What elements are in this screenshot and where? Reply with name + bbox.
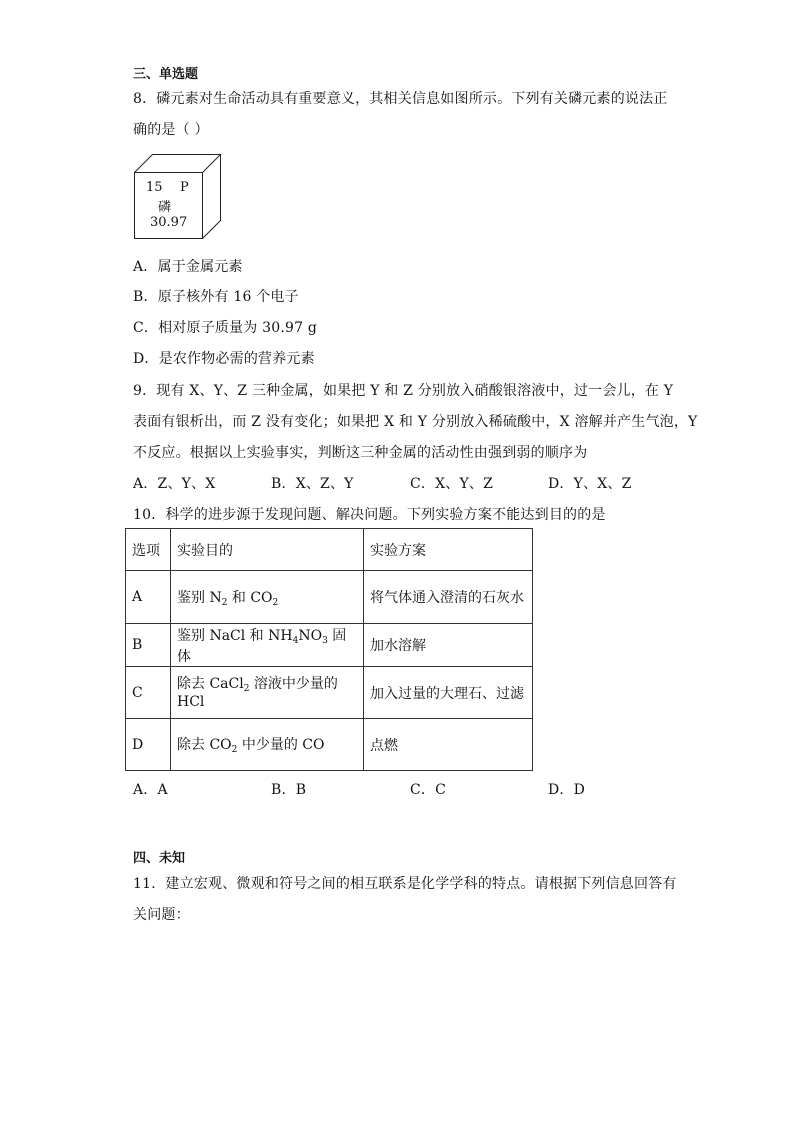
atomic-mass: 30.97 bbox=[150, 215, 188, 230]
q9-option-d: D．Y、X、Z bbox=[548, 476, 632, 492]
q10-option-b: B．B bbox=[271, 782, 307, 798]
element-name: 磷 bbox=[158, 200, 172, 215]
q9-option-a: A．Z、Y、X bbox=[133, 476, 216, 492]
q9-stem-line3: 不反应。根据以上实验事实，判断这三种金属的活动性由强到弱的顺序为 bbox=[133, 445, 588, 461]
table-header-row bbox=[126, 529, 533, 571]
row-purpose: 除去 $CO_2$ 中少量的 CO bbox=[171, 719, 364, 771]
q10-stem: 10．科学的进步源于发现问题、解决问题。下列实验方案不能达到目的的是 bbox=[133, 507, 606, 523]
row-plan: 点燃 bbox=[364, 719, 533, 771]
q8-stem-line1: 8．磷元素对生命活动具有重要意义，其相关信息如图所示。下列有关磷元素的说法正 bbox=[133, 91, 668, 107]
q9-option-b: B．X、Z、Y bbox=[271, 476, 354, 492]
q8-option-d: D．是农作物必需的营养元素 bbox=[133, 351, 315, 367]
header-purpose: 实验目的 bbox=[171, 529, 364, 571]
q9-option-c: C．X、Y、Z bbox=[410, 476, 494, 492]
row-purpose: 除去 CaCl$_2$ 溶液中少量的 HCl bbox=[171, 667, 364, 719]
element-symbol: P bbox=[180, 180, 189, 195]
row-option: C bbox=[126, 667, 171, 719]
table-row bbox=[126, 719, 533, 771]
atomic-number: 15 bbox=[146, 180, 163, 195]
phosphorus-element-cube bbox=[130, 152, 222, 240]
q11-stem-line1: 11．建立宏观、微观和符号之间的相互联系是化学学科的特点。请根据下列信息回答有 bbox=[133, 876, 677, 892]
q8-option-b: B．原子核外有 16 个电子 bbox=[133, 289, 299, 305]
q10-option-c: C．C bbox=[410, 782, 447, 798]
row-purpose: 鉴别 NaCl 和 $NH_4NO_3$ 固体 bbox=[171, 624, 364, 667]
header-option: 选项 bbox=[126, 529, 171, 571]
header-plan: 实验方案 bbox=[364, 529, 533, 571]
q9-stem-line2: 表面有银析出，而 Z 没有变化；如果把 X 和 Y 分别放入稀硫酸中，X 溶解并产生气泡，Y bbox=[133, 414, 698, 430]
section-title-single-choice: 三、单选题 bbox=[133, 67, 199, 82]
row-plan: 将气体通入澄清的石灰水 bbox=[364, 571, 533, 624]
row-purpose: 鉴别 $N_2$ 和 $CO_2$ bbox=[171, 571, 364, 624]
row-option: D bbox=[126, 719, 171, 771]
row-plan: 加水溶解 bbox=[364, 624, 533, 667]
section-title-unknown: 四、未知 bbox=[133, 851, 186, 866]
q8-option-c: C．相对原子质量为 30.97 g bbox=[133, 320, 318, 336]
q10-option-d: D．D bbox=[548, 782, 586, 798]
experiment-table bbox=[125, 528, 533, 771]
q11-stem-line2: 关问题： bbox=[133, 907, 190, 923]
q10-option-a: A．A bbox=[133, 782, 168, 798]
row-option: B bbox=[126, 624, 171, 667]
table-row bbox=[126, 667, 533, 719]
row-plan: 加入过量的大理石、过滤 bbox=[364, 667, 533, 719]
q8-option-a: A．属于金属元素 bbox=[133, 259, 243, 275]
q8-stem-line2: 确的是（ ） bbox=[133, 122, 209, 138]
table-row bbox=[126, 624, 533, 667]
q9-stem-line1: 9．现有 X、Y、Z 三种金属，如果把 Y 和 Z 分别放入硝酸银溶液中，过一会儿，在 Y bbox=[133, 383, 674, 399]
row-option: A bbox=[126, 571, 171, 624]
table-row bbox=[126, 571, 533, 624]
